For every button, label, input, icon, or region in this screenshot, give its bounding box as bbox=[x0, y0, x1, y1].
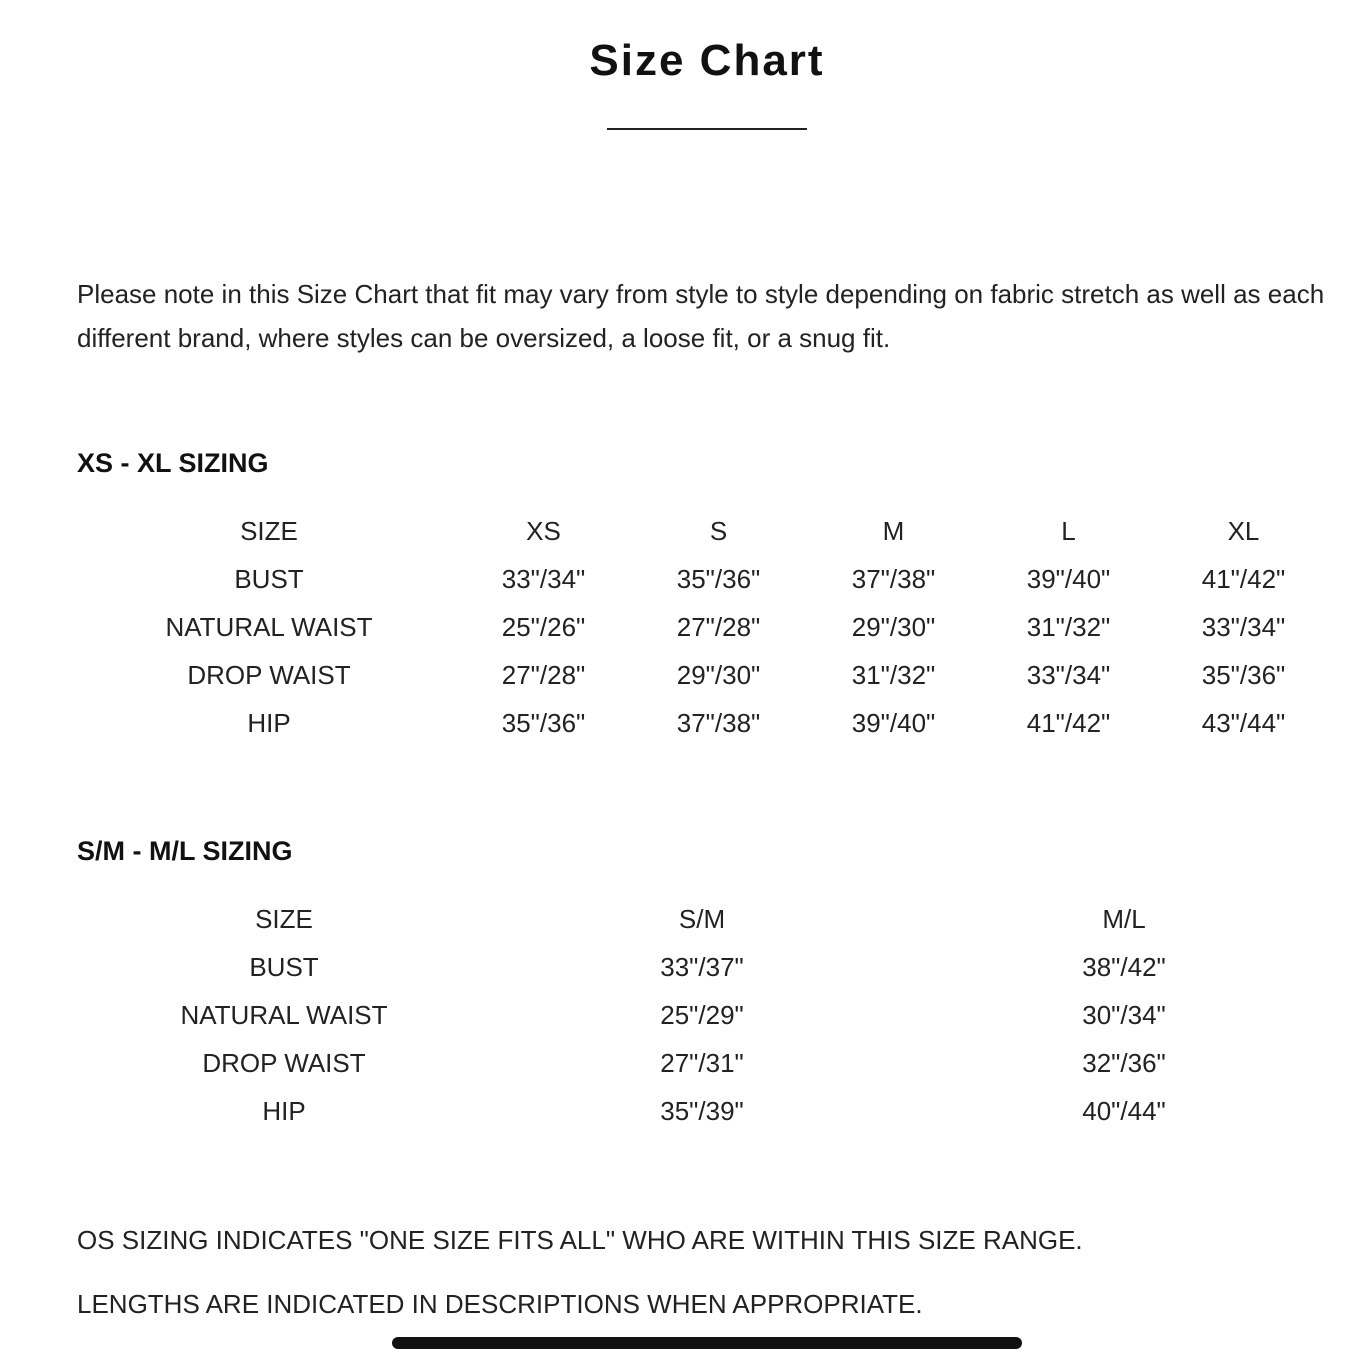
table-cell: 30"/34" bbox=[1082, 999, 1166, 1030]
table-row bbox=[77, 1039, 1335, 1087]
table-cell: 33"/34" bbox=[1201, 611, 1286, 642]
table-cell: 41"/42" bbox=[1201, 563, 1286, 594]
table-cell: 43"/44" bbox=[1201, 707, 1286, 738]
sm-ml-section-heading: S/M - M/L SIZING bbox=[77, 836, 293, 866]
table-cell: 27"/28" bbox=[501, 659, 586, 690]
home-indicator-bar[interactable] bbox=[392, 1337, 1022, 1349]
table-cell: 35"/39" bbox=[660, 1095, 744, 1126]
table-cell: 33"/34" bbox=[501, 563, 586, 594]
header-cell: SIZE bbox=[255, 903, 313, 934]
header-cell: M/L bbox=[1102, 903, 1146, 934]
table-cell: 37"/38" bbox=[851, 563, 936, 594]
header-cell: L bbox=[1061, 515, 1076, 546]
table-cell: 25"/26" bbox=[501, 611, 586, 642]
table-cell: 27"/28" bbox=[676, 611, 761, 642]
row-label: NATURAL WAIST bbox=[165, 611, 373, 642]
table-cell: 31"/32" bbox=[851, 659, 936, 690]
table-row bbox=[82, 555, 1331, 603]
header-cell: XS bbox=[526, 515, 561, 546]
page-title: Size Chart bbox=[589, 36, 825, 85]
table-cell: 35"/36" bbox=[501, 707, 586, 738]
title-underline bbox=[607, 128, 807, 130]
header-cell: XL bbox=[1227, 515, 1260, 546]
table-row bbox=[82, 603, 1331, 651]
table-cell: 35"/36" bbox=[676, 563, 761, 594]
table-row bbox=[77, 943, 1335, 991]
header-cell: S/M bbox=[678, 903, 726, 934]
table-cell: 33"/37" bbox=[660, 951, 744, 982]
xs-xl-size-table bbox=[82, 507, 1331, 747]
table-cell: 39"/40" bbox=[1026, 563, 1111, 594]
table-cell: 29"/30" bbox=[851, 611, 936, 642]
table-cell: 31"/32" bbox=[1026, 611, 1111, 642]
table-cell: 38"/42" bbox=[1082, 951, 1166, 982]
row-label: HIP bbox=[262, 1095, 306, 1126]
table-row bbox=[82, 651, 1331, 699]
table-cell: 27"/31" bbox=[660, 1047, 744, 1078]
lengths-note: LENGTHS ARE INDICATED IN DESCRIPTIONS WHEN APPROPRIATE. bbox=[77, 1289, 923, 1319]
table-row bbox=[82, 699, 1331, 747]
row-label: BUST bbox=[249, 951, 319, 982]
header-cell: SIZE bbox=[240, 515, 298, 546]
table-cell: 39"/40" bbox=[851, 707, 936, 738]
row-label: HIP bbox=[247, 707, 291, 738]
table-cell: 35"/36" bbox=[1201, 659, 1286, 690]
intro-text: Please note in this Size Chart that fit may vary from style to style depending on fabric stretch as well as each different brand, where styles can be oversized, a loose fit, or a snug fit. bbox=[77, 279, 1325, 353]
xs-xl-section-heading: XS - XL SIZING bbox=[77, 448, 269, 478]
row-label: NATURAL WAIST bbox=[180, 999, 388, 1030]
table-row bbox=[77, 991, 1335, 1039]
table-row bbox=[77, 1087, 1335, 1135]
table-cell: 40"/44" bbox=[1082, 1095, 1166, 1126]
table-cell: 29"/30" bbox=[676, 659, 761, 690]
sm-ml-size-table bbox=[77, 895, 1335, 1135]
table-header-row bbox=[82, 507, 1331, 555]
table-cell: 25"/29" bbox=[660, 999, 744, 1030]
header-cell: M bbox=[882, 515, 905, 546]
os-sizing-note: OS SIZING INDICATES "ONE SIZE FITS ALL" WHO ARE WITHIN THIS SIZE RANGE. bbox=[77, 1225, 1083, 1255]
header-cell: S bbox=[709, 515, 728, 546]
table-cell: 33"/34" bbox=[1026, 659, 1111, 690]
row-label: DROP WAIST bbox=[187, 659, 351, 690]
table-cell: 41"/42" bbox=[1026, 707, 1111, 738]
row-label: BUST bbox=[234, 563, 304, 594]
table-cell: 32"/36" bbox=[1082, 1047, 1166, 1078]
table-cell: 37"/38" bbox=[676, 707, 761, 738]
row-label: DROP WAIST bbox=[202, 1047, 366, 1078]
table-header-row bbox=[77, 895, 1335, 943]
